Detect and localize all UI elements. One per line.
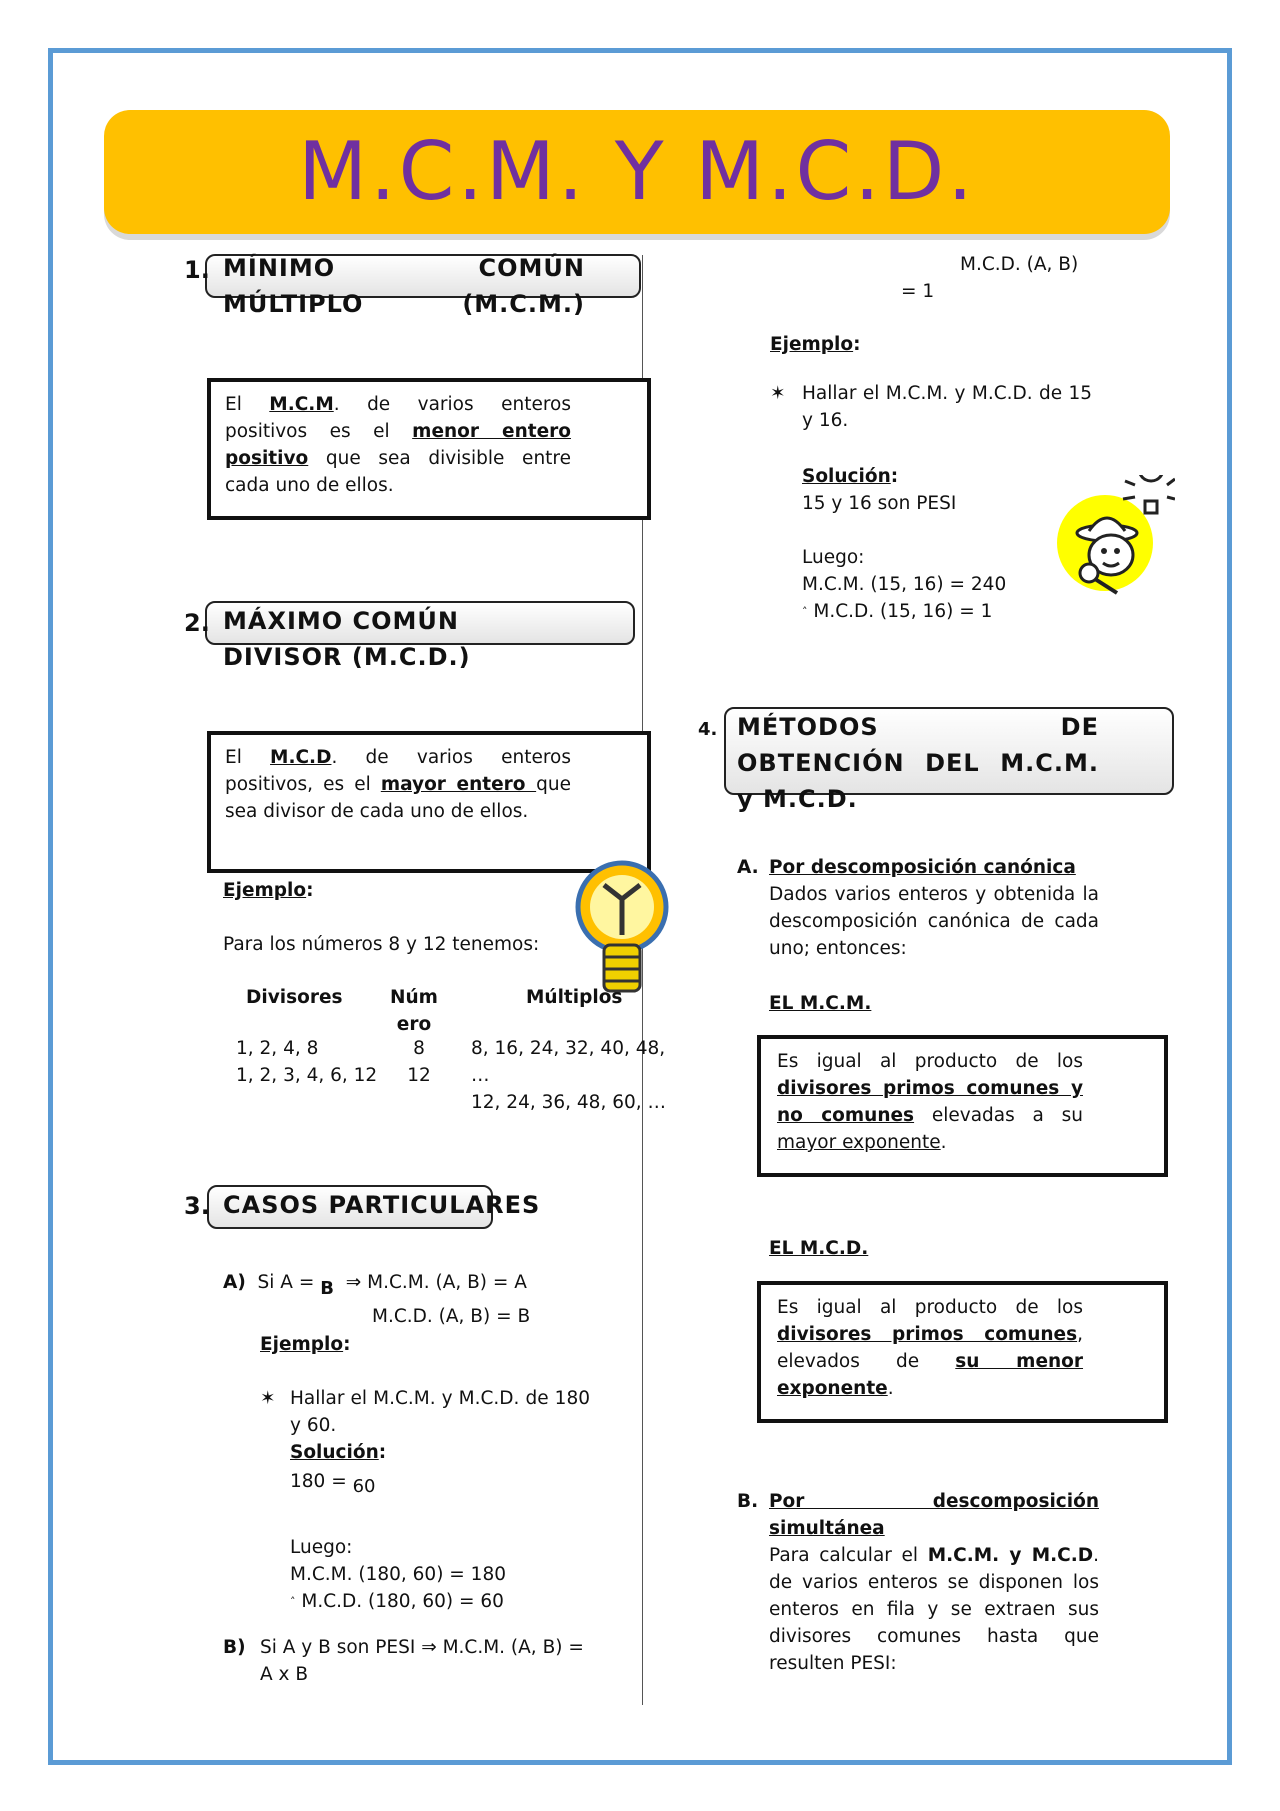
right-top-line-1: M.C.D. (A, B)	[960, 254, 1079, 275]
section-3-luego: Luego:	[290, 1537, 353, 1558]
mcd-rule-box	[757, 1281, 1168, 1423]
multiple-of-b: B	[320, 1278, 334, 1299]
mcd-definition-box	[207, 731, 651, 873]
table-header-multiplos: Múltiplos	[526, 987, 623, 1008]
right-ejemplo: Ejemplo:	[770, 334, 861, 355]
section-2-ejemplo: Ejemplo:	[223, 880, 314, 901]
table-row-2-divisores: 1, 2, 3, 4, 6, 12	[236, 1065, 378, 1086]
star-bullet-icon: ✶	[770, 383, 786, 404]
section-3-result-mcm: M.C.M. (180, 60) = 180	[290, 1564, 506, 1585]
section-1-number: 1.	[184, 256, 210, 284]
right-result-mcd: ˄ M.C.D. (15, 16) = 1	[802, 601, 993, 622]
section-1-title: MÍNIMO COMÚN MÚLTIPLO (M.C.M.)	[223, 254, 585, 318]
right-top-line-2: = 1	[901, 281, 935, 302]
right-pesi: 15 y 16 son PESI	[802, 493, 957, 514]
mcd-rule-text: Es igual al producto de los divisores primos comunes, elevados de su menor exponente.	[777, 1297, 1084, 1399]
case-a-line-2: M.C.D. (A, B) = B	[372, 1306, 531, 1327]
right-result-mcm: M.C.M. (15, 16) = 240	[802, 574, 1007, 595]
right-bullet: ✶ Hallar el M.C.M. y M.C.D. de 15 y 16.	[770, 380, 1092, 434]
lightbulb-icon	[574, 855, 670, 1005]
table-header-divisores: Divisores	[246, 987, 343, 1008]
mcd-definition-text: El M.C.D. de varios enteros positivos, es el mayor entero que sea divisor de cada uno de ellos.	[225, 747, 571, 822]
table-row-2-numero: 12	[407, 1065, 431, 1086]
mcm-rule-heading: EL M.C.M.	[769, 993, 872, 1014]
mcm-rule-text: Es igual al producto de los divisores primos comunes y no comunes elevadas a su mayor exponente.	[777, 1051, 1083, 1153]
mcm-definition-box	[207, 378, 651, 520]
section-3-sol-line: 180 = 60	[290, 1471, 376, 1497]
section-3-title: CASOS PARTICULARES	[223, 1191, 541, 1219]
section-4-number: 4.	[698, 719, 718, 740]
section-3-ejemplo: Ejemplo:	[260, 1334, 351, 1355]
section-2-intro: Para los números 8 y 12 tenemos:	[223, 934, 540, 955]
detective-idea-icon	[1055, 475, 1175, 595]
page-title: M.C.M. Y M.C.D.	[298, 125, 976, 218]
right-solucion: Solución:	[802, 466, 899, 487]
method-b: B. Por descomposición simultánea Para calcular el M.C.M. y M.C.D. de varios enteros se disponen los enteros en fila y se extraen sus divisores comunes hasta que resulten PESI:	[737, 1491, 1099, 1674]
mcm-definition-text: El M.C.M. de varios enteros positivos es el menor entero positivo que sea divisible entre cada uno de ellos.	[225, 394, 571, 496]
case-b: B) Si A y B son PESI ⇒ M.C.M. (A, B) = A x B	[223, 1637, 584, 1685]
table-row-1-numero: 8	[413, 1038, 425, 1059]
table-row-1-divisores: 1, 2, 4, 8	[236, 1038, 319, 1059]
mcd-rule-heading: EL M.C.D.	[769, 1238, 869, 1259]
section-3-number: 3.	[184, 1192, 210, 1220]
star-bullet-icon: ✶	[260, 1388, 276, 1409]
table-header-numero: Número	[390, 987, 438, 1035]
table-row-1-multiplos: 8, 16, 24, 32, 40, 48, …	[471, 1038, 666, 1086]
method-a: A. Por descomposición canónica Dados varios enteros y obtenida la descomposición canónica de cada uno; entonces:	[737, 857, 1099, 959]
right-luego: Luego:	[802, 547, 865, 568]
table-row-2-multiplos: 12, 24, 36, 48, 60, …	[471, 1092, 667, 1113]
section-4-title: MÉTODOS DE OBTENCIÓN DEL M.C.M. y M.C.D.	[737, 713, 1099, 813]
section-2-number: 2.	[184, 609, 210, 637]
section-3-bullet: ✶ Hallar el M.C.M. y M.C.D. de 180 y 60.	[260, 1385, 590, 1439]
title-banner	[104, 110, 1170, 234]
section-3-solucion: Solución:	[290, 1442, 387, 1463]
mcm-rule-box	[757, 1035, 1168, 1177]
section-2-title: MÁXIMO COMÚN DIVISOR (M.C.D.)	[223, 607, 471, 671]
section-3-result-mcd: ˄ M.C.D. (180, 60) = 60	[290, 1591, 504, 1612]
case-a-line-1: A) Si A = B ⇒ M.C.M. (A, B) = A	[223, 1272, 527, 1299]
